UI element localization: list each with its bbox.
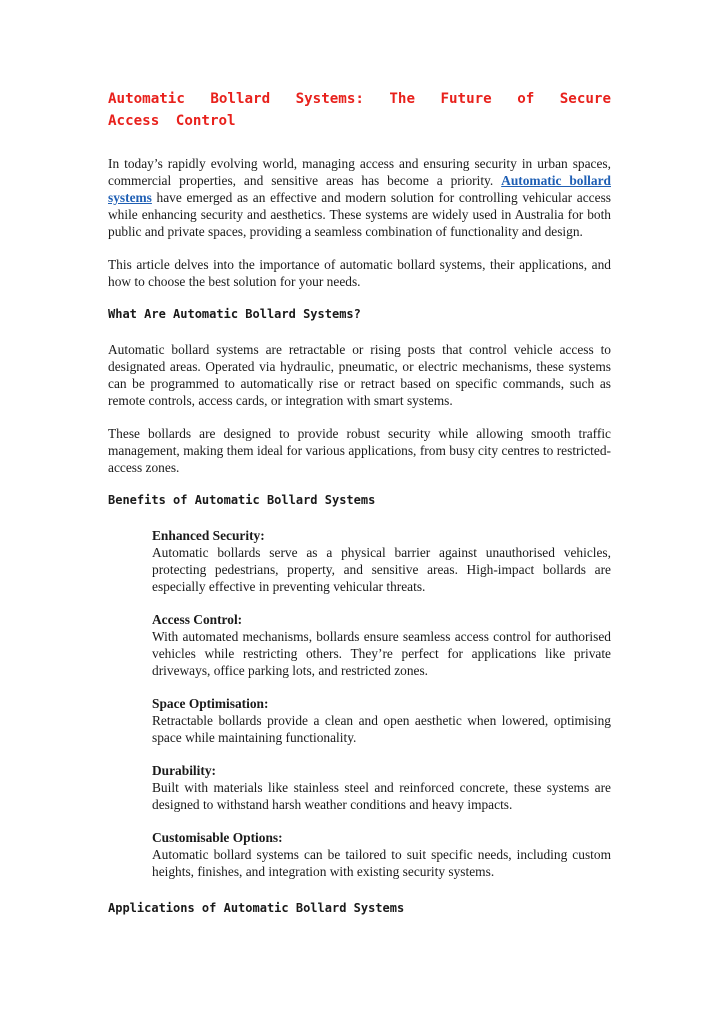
benefit-item [152,762,611,813]
intro-text-start: In today’s rapidly evolving world, managing access and ensuring security in urban spaces, commercial properties, and sensitive areas has become a priority. [108,156,611,188]
automatic-bollard-systems-link[interactable]: Automatic bollard systems [108,173,611,205]
benefit-title: Durability: [152,763,216,778]
benefit-title: Enhanced Security: [152,528,265,543]
benefit-item [152,527,611,595]
benefit-description: Automatic bollards serve as a physical barrier against unauthorised vehicles, protecting pedestrians, property, and sensitive areas. High-impact bollards are especially effective in preventing vehicular threats. [152,545,611,594]
benefit-item [152,829,611,880]
intro-text-end: have emerged as an effective and modern solution for controlling vehicular access while enhancing security and aesthetics. These systems are widely used in Australia for both public and private spaces, providing a seamless combination of functionality and design. [108,190,611,239]
benefit-description: With automated mechanisms, bollards ensure seamless access control for authorised vehicles while restricting others. They’re perfect for applications like private driveways, office parking lots, and restricted zones. [152,629,611,678]
section1-paragraph-2: These bollards are designed to provide robust security while allowing smooth traffic management, making them ideal for various applications, from busy city centres to restricted-access zones. [108,426,611,475]
benefit-title: Space Optimisation: [152,696,269,711]
article-title: Automatic Bollard Systems: The Future of Secure Access Control [108,91,611,129]
document-page [108,88,611,935]
section-heading-applications: Applications of Automatic Bollard Systems [108,901,405,915]
benefit-description: Automatic bollard systems can be tailored to suit specific needs, including custom heights, finishes, and integration with existing security systems. [152,847,611,879]
section-heading-what-are: What Are Automatic Bollard Systems? [108,307,361,321]
section-heading-benefits: Benefits of Automatic Bollard Systems [108,493,376,507]
section1-paragraph-1: Automatic bollard systems are retractable or rising posts that control vehicle access to designated areas. Operated via hydraulic, pneumatic, or electric mechanisms, these systems can be programmed to automatically rise or retract based on specific commands, such as remote controls, access cards, or integration with smart systems. [108,342,611,408]
benefit-title: Customisable Options: [152,830,283,845]
benefit-title: Access Control: [152,612,243,627]
benefit-description: Retractable bollards provide a clean and open aesthetic when lowered, optimising space while maintaining functionality. [152,713,611,745]
intro-paragraph [108,155,611,240]
benefit-description: Built with materials like stainless steel and reinforced concrete, these systems are designed to withstand harsh weather conditions and heavy impacts. [152,780,611,812]
benefits-list [152,527,611,880]
intro-paragraph-2: This article delves into the importance of automatic bollard systems, their applications, and how to choose the best solution for your needs. [108,257,611,289]
benefit-item [152,611,611,679]
benefit-item [152,695,611,746]
